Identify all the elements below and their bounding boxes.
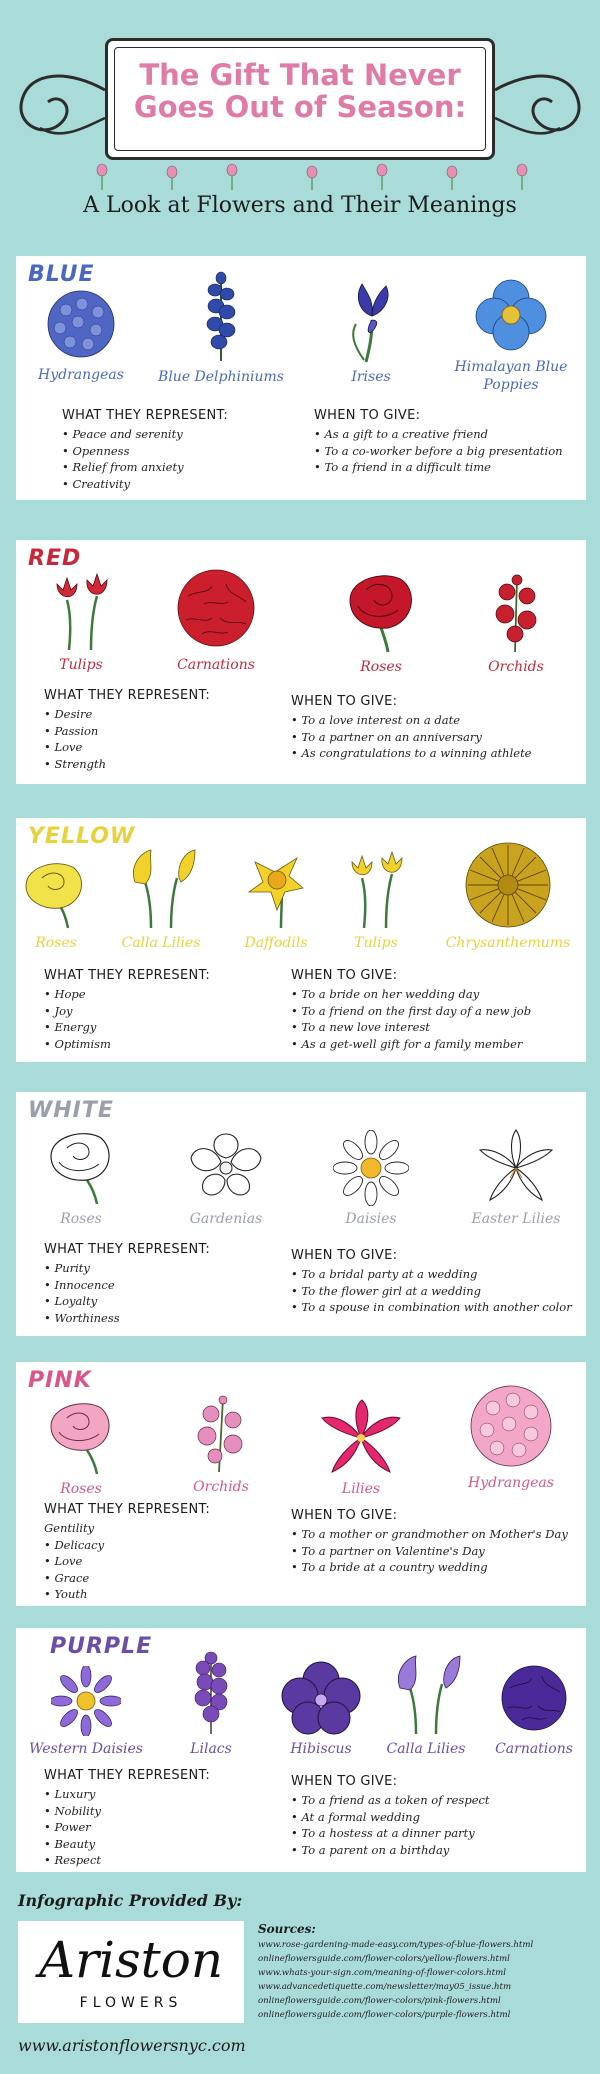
represent-item: • Love (44, 1553, 284, 1570)
delphinium-icon (191, 266, 251, 364)
flower-orchids (166, 1392, 276, 1496)
section-yellow (16, 818, 586, 1062)
give-item: • To a parent on a birthday (291, 1842, 583, 1859)
flower-name: Roses (60, 1481, 102, 1497)
flower-name: Orchids (488, 659, 544, 675)
flower-name: Roses (35, 935, 77, 951)
ariston-logo (18, 1921, 244, 2023)
give-heading: WHEN TO GIVE: (314, 408, 421, 423)
daisy-icon (51, 1666, 121, 1736)
flower-hydrangeas (16, 286, 146, 384)
sources-heading: Sources: (258, 1922, 316, 1936)
represent-item: • Desire (44, 706, 284, 723)
give-column (291, 1248, 583, 1316)
flower-name: Roses (360, 659, 402, 675)
give-item: • As a gift to a creative friend (314, 426, 582, 443)
section-title: BLUE (28, 262, 95, 287)
flower-blue-delphiniums (141, 266, 301, 386)
flower-carnations (484, 1662, 584, 1758)
represent-item: • Grace (44, 1570, 284, 1587)
chrysanthemum-icon (462, 840, 554, 930)
source-link[interactable]: onlineflowersguide.com/flower-colors/purple-flowers.html (258, 2010, 511, 2020)
give-item: • To a co-worker before a big presentation (314, 443, 582, 460)
represent-item: • Innocence (44, 1277, 284, 1294)
represent-column (44, 968, 284, 1052)
give-item: • To a spouse in combination with another color (291, 1299, 583, 1316)
give-column (314, 408, 582, 476)
flower-name: Calla Lilies (386, 1741, 466, 1757)
header (0, 0, 600, 250)
calla-lily-icon (386, 1652, 466, 1736)
hydrangea-icon (36, 286, 126, 362)
logo-name: Ariston (38, 1931, 224, 1989)
give-heading: WHEN TO GIVE: (291, 1248, 398, 1263)
calla-lily-icon (121, 848, 201, 930)
flower-tulips (26, 570, 136, 674)
give-item: • To a friend in a difficult time (314, 459, 582, 476)
give-item: • To a partner on an anniversary (291, 729, 581, 746)
represent-item: • Nobility (44, 1803, 284, 1820)
represent-item: • Peace and serenity (62, 426, 292, 443)
flower-tulips (326, 848, 426, 952)
flower-himalayan-blue-poppies (446, 276, 576, 394)
represent-item: • Hope (44, 986, 284, 1003)
orchid-icon (185, 1392, 257, 1474)
easter-lily-icon (476, 1128, 556, 1206)
represent-item: • Purity (44, 1260, 284, 1277)
source-link[interactable]: onlineflowersguide.com/flower-colors/pink-flowers.html (258, 1996, 501, 2006)
represent-item: Gentility (44, 1521, 95, 1535)
flower-name: Western Daisies (29, 1741, 143, 1757)
represent-item: • Worthiness (44, 1310, 284, 1327)
represent-heading: WHAT THEY REPRESENT: (44, 1768, 211, 1783)
section-white (16, 1092, 586, 1336)
flower-name: Lilacs (190, 1741, 232, 1757)
flower-name: Carnations (495, 1741, 573, 1757)
give-column (291, 1508, 583, 1576)
represent-heading: WHAT THEY REPRESENT: (44, 968, 211, 983)
represent-item: • Openness (62, 443, 292, 460)
flower-name: Chrysanthemums (445, 935, 571, 951)
flower-name: Tulips (59, 657, 103, 673)
source-link[interactable]: onlineflowersguide.com/flower-colors/yellow-flowers.html (258, 1954, 510, 1964)
give-item: • To a bride at a country wedding (291, 1559, 583, 1576)
flower-gardenias (156, 1128, 296, 1228)
flower-roses (16, 858, 96, 952)
flower-name: Hydrangeas (468, 1475, 554, 1491)
section-title: WHITE (28, 1098, 114, 1123)
flower-orchids (456, 570, 576, 676)
flower-daffodils (226, 848, 326, 952)
represent-heading: WHAT THEY REPRESENT: (62, 408, 229, 423)
give-item: • As congratulations to a winning athlete (291, 745, 581, 762)
give-item: • To a partner on Valentine's Day (291, 1543, 583, 1560)
flower-buds-icon (90, 162, 530, 192)
give-heading: WHEN TO GIVE: (291, 968, 398, 983)
website-link[interactable]: www.aristonflowersnyc.com (18, 2036, 246, 2055)
section-blue (16, 256, 586, 500)
flower-name: Easter Lilies (471, 1211, 561, 1227)
flower-irises (306, 276, 436, 386)
orchid-icon (481, 570, 551, 654)
hydrangea-icon (463, 1382, 559, 1470)
flower-hydrangeas (436, 1382, 586, 1492)
section-red (16, 540, 586, 784)
flower-calla-lilies (366, 1652, 486, 1758)
flower-roses (316, 570, 446, 676)
section-title: PURPLE (50, 1634, 153, 1659)
represent-item: • Loyalty (44, 1293, 284, 1310)
flower-name: Calla Lilies (121, 935, 201, 951)
give-item: • To a mother or grandmother on Mother's Day (291, 1526, 583, 1543)
represent-item: • Respect (44, 1852, 284, 1869)
flower-name: Irises (351, 369, 391, 385)
source-link[interactable]: www.whats-your-sign.com/meaning-of-flower-colors.html (258, 1968, 507, 1978)
flower-lilacs (166, 1648, 256, 1758)
carnation-icon (494, 1662, 574, 1736)
give-item: • At a formal wedding (291, 1809, 583, 1826)
carnation-icon (168, 566, 264, 652)
represent-item: • Energy (44, 1019, 284, 1036)
give-item: • To a bridal party at a wedding (291, 1266, 583, 1283)
give-item: • To a friend on the first day of a new job (291, 1003, 581, 1020)
flower-western-daisies (16, 1666, 156, 1758)
represent-heading: WHAT THEY REPRESENT: (44, 1502, 211, 1517)
title-line-1: The Gift That Never (139, 58, 461, 92)
give-item: • To a new love interest (291, 1019, 581, 1036)
give-column (291, 1774, 583, 1858)
give-column (291, 694, 581, 762)
subtitle: A Look at Flowers and Their Meanings (83, 193, 517, 218)
give-heading: WHEN TO GIVE: (291, 1508, 398, 1523)
represent-item: • Joy (44, 1003, 284, 1020)
give-column (291, 968, 581, 1052)
flower-name: Roses (60, 1211, 102, 1227)
flower-name: Hydrangeas (38, 367, 124, 383)
hibiscus-icon (278, 1660, 364, 1736)
flower-name: Hibiscus (290, 1741, 352, 1757)
flower-roses (26, 1128, 136, 1228)
section-title: YELLOW (28, 824, 136, 849)
rose-icon (41, 1398, 121, 1476)
flower-name: Himalayan Blue Poppies (454, 359, 568, 393)
give-item: • To a hostess at a dinner party (291, 1825, 583, 1842)
flower-calla-lilies (106, 848, 216, 952)
represent-item: • Creativity (62, 476, 292, 493)
gardenia-icon (181, 1128, 271, 1206)
represent-item: • Strength (44, 756, 284, 773)
provided-by-label: Infographic Provided By: (18, 1891, 243, 1910)
tulip-icon (336, 848, 416, 930)
represent-heading: WHAT THEY REPRESENT: (44, 688, 211, 703)
represent-item: • Youth (44, 1586, 284, 1603)
represent-item: • Love (44, 739, 284, 756)
flower-roses (26, 1398, 136, 1498)
rose-icon (18, 858, 94, 930)
flower-name: Carnations (177, 657, 255, 673)
represent-column (44, 1768, 284, 1869)
represent-item: • Passion (44, 723, 284, 740)
flower-name: Orchids (193, 1479, 249, 1495)
flower-name: Lilies (341, 1481, 381, 1497)
flower-name: Daisies (345, 1211, 397, 1227)
flower-name: Daffodils (244, 935, 308, 951)
represent-item: • Beauty (44, 1836, 284, 1853)
section-purple (16, 1628, 586, 1872)
represent-heading: WHAT THEY REPRESENT: (44, 1242, 211, 1257)
page-title (108, 59, 492, 123)
represent-item: • Optimism (44, 1036, 284, 1053)
flower-daisies (306, 1130, 436, 1228)
source-link[interactable]: www.rose-gardening-made-easy.com/types-of-blue-flowers.html (258, 1940, 534, 1950)
flower-name: Gardenias (189, 1211, 263, 1227)
title-banner (105, 38, 495, 160)
flower-name: Tulips (354, 935, 398, 951)
give-item: • To a bride on her wedding day (291, 986, 581, 1003)
title-line-2: Goes Out of Season: (133, 90, 467, 124)
flower-name: Blue Delphiniums (158, 369, 284, 385)
flower-carnations (146, 566, 286, 674)
daisy-icon (333, 1130, 409, 1206)
represent-column (44, 1502, 284, 1603)
represent-item: • Luxury (44, 1786, 284, 1803)
source-link[interactable]: www.advancedetiquette.com/newsletter/may05_issue.htm (258, 1982, 512, 1992)
give-item: • To a love interest on a date (291, 712, 581, 729)
section-title: RED (28, 546, 82, 571)
sources-block (258, 1922, 588, 2022)
rose-icon (41, 1128, 121, 1206)
section-pink (16, 1362, 586, 1606)
flower-lilies (296, 1398, 426, 1498)
represent-column (44, 1242, 284, 1326)
flower-chrysanthemums (428, 840, 588, 952)
logo-subtitle: FLOWERS (79, 1995, 183, 2011)
represent-column (62, 408, 292, 492)
give-item: • To the flower girl at a wedding (291, 1283, 583, 1300)
give-item: • To a friend as a token of respect (291, 1792, 583, 1809)
poppy-icon (472, 276, 550, 354)
section-title: PINK (28, 1368, 92, 1393)
lily-icon (318, 1398, 404, 1476)
tulip-icon (41, 570, 121, 652)
represent-column (44, 688, 284, 772)
daffodil-icon (241, 848, 311, 930)
represent-item: • Relief from anxiety (62, 459, 292, 476)
rose-icon (336, 570, 426, 654)
lilac-icon (183, 1648, 239, 1736)
iris-icon (336, 276, 406, 364)
represent-item: • Power (44, 1819, 284, 1836)
flower-easter-lilies (456, 1128, 576, 1228)
give-item: • As a get-well gift for a family member (291, 1036, 581, 1053)
give-heading: WHEN TO GIVE: (291, 1774, 398, 1789)
represent-item: • Delicacy (44, 1537, 284, 1554)
give-heading: WHEN TO GIVE: (291, 694, 398, 709)
flower-hibiscus (261, 1660, 381, 1758)
